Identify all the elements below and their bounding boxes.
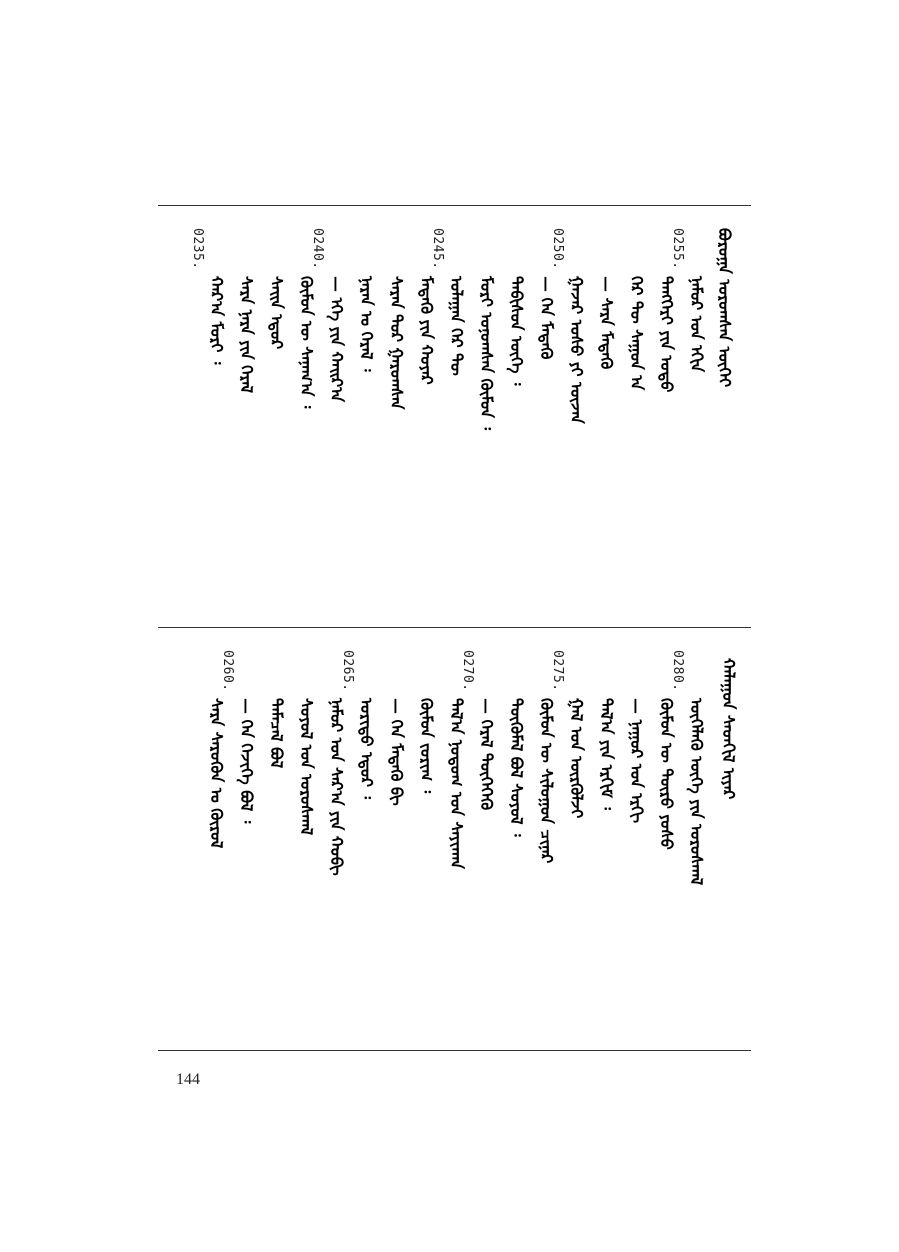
text-line: ᠲᠠᠯ᠎ᠠ ᠶᠢᠨ ᠡᠷᠬᠢᠮ ᠄ xyxy=(597,698,616,810)
text-line: ᠬᠦᠮᠦᠨ ᠦ ᠰᠠᠨᠠᠭ᠎ᠠ ᠄ xyxy=(297,276,316,409)
entry-0235 xyxy=(190,228,224,528)
text-line: ᠨᠠᠮᠤᠷ ᠤᠨ ᠰᠠᠷ᠎ᠠ ᠶᠢᠨ ᠬᠤᠪᠢ xyxy=(327,698,346,876)
page-number: 144 xyxy=(176,1071,200,1088)
text-line: — ᠬᠡᠨ ᠮᠡᠳᠡᠬᠦ ᠪᠢ xyxy=(387,698,406,806)
entry-number: 0250. xyxy=(550,228,565,270)
text-line: ᠦᠭᠡᠯᠡᠬᠦ ᠦᠭᠡ ᠶᠢᠨ ᠤᠷᠤᠰᠬᠠᠯ xyxy=(687,698,706,886)
entry-number: 0235. xyxy=(190,228,205,270)
text-line: ᠰᠠᠷᠠ ᠰᠡᠷᠦᠭᠦᠨ ᠤ ᠬᠦᠷᠦᠯ xyxy=(207,698,226,849)
entry-number: 0260. xyxy=(220,650,235,692)
text-line: — ᠭᠡᠷᠡᠯ ᠲᠦᠭᠡᠭᠡᠬᠦ xyxy=(477,698,496,811)
text-line: — ᠡᠬᠡ ᠶᠢᠨ ᠬᠠᠢᠷ᠎ᠠ xyxy=(327,276,346,402)
entry-number: 0275. xyxy=(550,650,565,692)
text-line: ᠰᠠᠷᠠᠨ ᠳᠣᠷ ᠭᠠᠷᠤᠭᠰᠠᠨ xyxy=(387,276,406,410)
text-line: ᠲᠦᠭᠦᠮᠡᠯ ᠪᠣᠯ ᠰᠣᠶᠣᠯ ᠄ xyxy=(507,698,526,837)
text-line: ᠤᠯᠠᠭᠠᠨ ᠭᠡᠷ ᠲᠦ xyxy=(447,276,466,376)
text-line: ᠬᠠᠷ᠎ᠠ ᠮᠣᠷᠢ ᠄ xyxy=(207,276,226,365)
divider-middle xyxy=(158,627,751,628)
text-line: ᠲᠠᠯ᠎ᠠ ᠨᠤᠲᠤᠭ ᠤᠨ ᠰᠠᠶᠢᠬᠠᠨ xyxy=(447,698,466,869)
text-line: ᠰᠣᠶᠣᠯ ᠤᠨ ᠤᠷᠤᠰᠬᠠᠯ xyxy=(297,698,316,836)
text-line: — ᠬᠡᠨ ᠮᠡᠳᠡᠬᠦ xyxy=(537,276,556,360)
entry-number: 0245. xyxy=(430,228,445,270)
entry-number: 0280. xyxy=(670,650,685,692)
text-line: ᠭᠡᠷ ᠲᠦ ᠰᠠᠭᠤᠨ ᠠ xyxy=(627,276,646,391)
text-line: — ᠬᠡᠨ ᠬᠡᠵᠢᠭᠡ ᠪᠣᠯ ᠄ xyxy=(237,698,256,824)
entry-number: 0265. xyxy=(340,650,355,692)
text-column xyxy=(190,650,224,980)
text-line: ᠰᠠᠢᠨ ᠡᠳᠦᠷ xyxy=(267,276,286,350)
text-line: ᠬᠠᠯᠠᠭᠤᠨ ᠰᠡᠳᠬᠢᠯ ᠢᠶᠡᠷ xyxy=(719,658,738,800)
text-line: ᠮᠣᠷᠢ ᠤᠨᠤᠭᠰᠠᠨ ᠬᠥᠮᠦᠨ ᠄ xyxy=(477,276,496,430)
text-line: ᠨᠠᠷᠠᠨ ᠤ ᠭᠡᠷᠡᠯ ᠄ xyxy=(357,276,376,372)
text-line: ᠲᠡᠮᠡᠴᠡᠯ ᠪᠣᠯ xyxy=(267,698,286,769)
text-line: ᠭᠠᠵᠠᠷ ᠤᠰᠤ ᠶᠢ ᠦᠵᠡᠨ xyxy=(567,276,586,424)
divider-bottom xyxy=(158,1050,751,1051)
text-line: ᠰᠠᠷᠠ ᠨᠠᠷᠠ ᠶᠢᠨ ᠭᠡᠷᠡᠯ xyxy=(237,276,256,393)
text-line: ᠲᠡᠩᠭᠡᠷᠢ ᠶᠢᠨ ᠣᠳᠣ xyxy=(657,276,676,393)
text-line: ᠪᠣᠷᠤᠭᠠ ᠣᠷᠣᠭᠰᠠᠨ ᠦᠭᠡᠢ xyxy=(715,228,734,388)
text-line: ᠭᠠᠯ ᠤᠨ ᠦᠷᠭᠦᠯᠵᠢ xyxy=(567,698,586,819)
text-line: ᠬᠥᠮᠦᠨ ᠦ ᠰᠢᠯᠤᠭᠤᠨ ᠴᠢᠨᠠᠷ xyxy=(537,698,556,864)
entry-number: 0255. xyxy=(670,228,685,270)
section-bottom xyxy=(158,650,751,980)
text-line: — ᠰᠠᠷᠠ ᠮᠡᠳᠡᠬᠦ xyxy=(597,276,616,370)
text-line: ᠲᠠᠪᠢᠰᠤᠨ ᠦᠭᠡ ᠄ xyxy=(507,276,526,386)
entry-number: 0240. xyxy=(310,228,325,270)
text-line: — ᠨᠠᠭᠤᠷ ᠤᠨ ᠡᠷᠭᠢ xyxy=(627,698,646,824)
text-line: ᠤᠷᠢᠳᠤ ᠡᠳᠦᠷ ᠄ xyxy=(357,698,376,800)
text-line: ᠨᠠᠮᠤᠷ ᠤᠨ ᠡᠬᠢᠨ xyxy=(687,276,706,373)
text-line: ᠬᠦᠮᠦᠨ ᠦ ᠲᠥᠷᠥ ᠶᠣᠰᠤ xyxy=(657,698,676,850)
text-line: ᠬᠦᠮᠦᠨ ᠵᠣᠷᠢᠭ ᠄ xyxy=(417,698,436,794)
divider-top xyxy=(158,205,751,206)
entry-number: 0270. xyxy=(460,650,475,692)
section-top xyxy=(158,228,751,528)
text-line: ᠮᠡᠳᠡᠬᠦ ᠶᠢᠨ ᠬᠣᠶᠠᠷ xyxy=(417,276,436,385)
